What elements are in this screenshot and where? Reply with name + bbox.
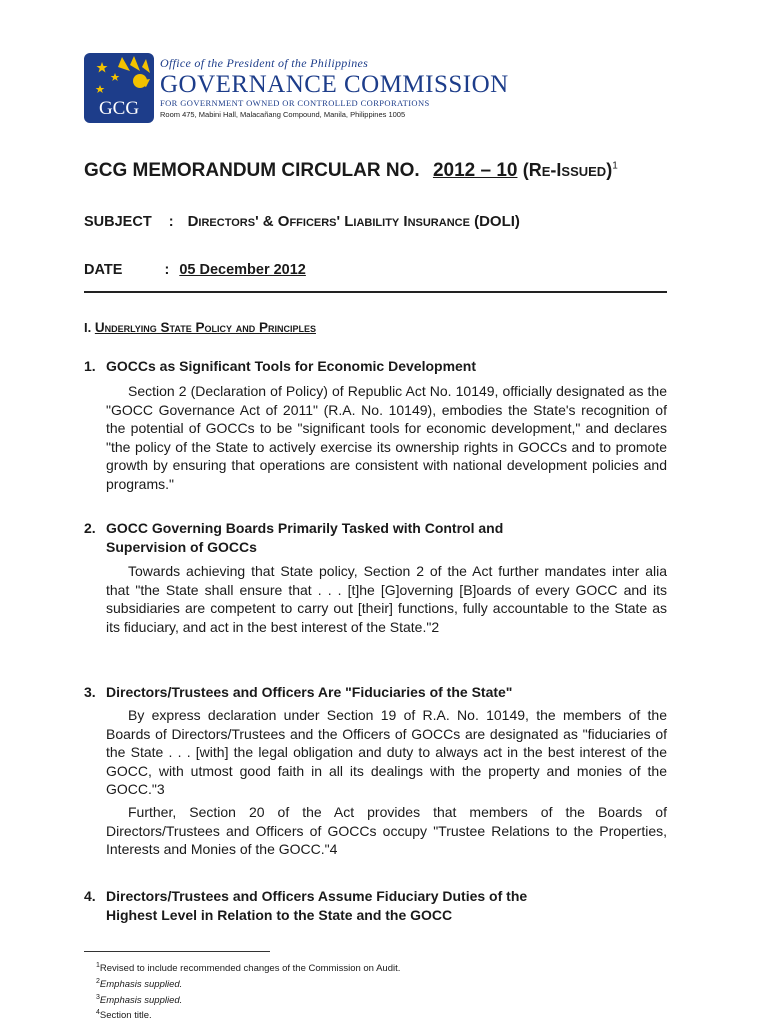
item-heading <box>84 519 684 557</box>
paragraph-text: Towards achieving that State policy, Section 2 of the Act further mandates inter alia that "the State shall ensure that . . . [t]he [G]overning [B]oards of every GOCC and its subsidiaries are competent to carry out [their] functions, fully accountable to the State as its fiduciary, and act in the best interest of the State."2 <box>106 563 667 635</box>
item-number: 2. <box>84 520 96 536</box>
memo-number: 2012 – 10 <box>432 160 518 181</box>
paragraph <box>106 382 667 494</box>
gcg-logo <box>84 53 154 123</box>
footnote: $^3$Emphasis supplied. <box>96 993 183 1006</box>
footnote: $^4$Section title. <box>96 1009 152 1022</box>
section-numeral: I. <box>84 320 92 335</box>
item-number: 4. <box>84 888 96 904</box>
memo-title <box>84 160 618 182</box>
item-number: 1. <box>84 358 96 374</box>
footnote-divider <box>84 951 270 952</box>
date-colon: : <box>164 262 170 278</box>
memo-reissued: (Re-Issued) <box>522 160 613 180</box>
commission-name: GOVERNANCE COMMISSION <box>160 71 509 98</box>
paragraph <box>106 803 667 859</box>
item-heading-text: Directors/Trustees and Officers Are "Fiduciaries of the State" <box>106 684 513 700</box>
date-line <box>84 262 306 278</box>
subject-line <box>84 213 520 230</box>
paragraph-text: Further, Section 20 of the Act provides that members of the Boards of Directors/Trustees and Officers of GOCCs occupy "Trustee Relations to the Properties, Interests and Monies of the GOCC."4 <box>106 804 667 858</box>
office-line: Office of the President of the Philippines <box>160 56 369 70</box>
subject-value: Directors' & Officers' Liability Insurance (DOLI) <box>187 213 520 230</box>
subject-colon: : <box>168 214 174 230</box>
item-heading-text-cont: Highest Level in Relation to the State and the GOCC <box>106 907 453 923</box>
logo-text: GCG <box>98 98 140 119</box>
paragraph-text: By express declaration under Section 19 of R.A. No. 10149, the members of the Boards of Directors/Trustees and the Officers of GOCCs are designated as "fiduciaries of the State . . . [with] the legal obligation and duty to always act in the best interest of the GOCC, with utmost good faith in all its dealings with the property and monies of the GOCC."3 <box>106 707 667 798</box>
item-heading <box>84 887 684 925</box>
subject-label: SUBJECT <box>84 214 152 230</box>
section-title: Underlying State Policy and Principles <box>94 320 316 335</box>
item-number: 3. <box>84 684 96 700</box>
item-heading <box>84 683 684 702</box>
date-label: DATE <box>84 262 123 278</box>
footnotes <box>96 960 400 1023</box>
item-heading-text-cont: Supervision of GOCCs <box>106 539 257 555</box>
commission-subtitle: FOR GOVERNMENT OWNED OR CONTROLLED CORPORATIONS <box>160 98 430 108</box>
memo-footnote-ref: 1 <box>612 160 618 172</box>
item-heading-text: GOCCs as Significant Tools for Economic Development <box>106 358 477 374</box>
item-heading-text: Directors/Trustees and Officers Assume Fiduciary Duties of the <box>106 888 528 904</box>
section-heading <box>84 320 316 335</box>
header-divider <box>84 291 667 293</box>
footnote: $^1$Revised to include recommended changes of the Commission on Audit. <box>96 962 401 975</box>
paragraph <box>106 706 667 799</box>
item-heading <box>84 357 684 376</box>
paragraph <box>106 562 667 636</box>
footnote: $^2$Emphasis supplied. <box>96 977 183 990</box>
item-heading-text: GOCC Governing Boards Primarily Tasked with Control and <box>106 520 504 536</box>
date-value: 05 December 2012 <box>179 262 306 278</box>
memo-prefix: GCG MEMORANDUM CIRCULAR NO. <box>84 160 420 181</box>
address: Room 475, Mabini Hall, Malacañang Compound, Manila, Philippines 1005 <box>160 110 406 119</box>
letterhead <box>160 56 509 119</box>
paragraph-text: Section 2 (Declaration of Policy) of Republic Act No. 10149, officially designated as the "GOCC Governance Act of 2011" (R.A. No. 10149), embodies the State's recognition of the potential of GOCCs to be "significant tools for economic development," and declares "the policy of the State to actively exercise its ownership rights in GOCCs and to promote growth by ensuring that operations are consistent with national development policies and programs." <box>106 383 667 492</box>
